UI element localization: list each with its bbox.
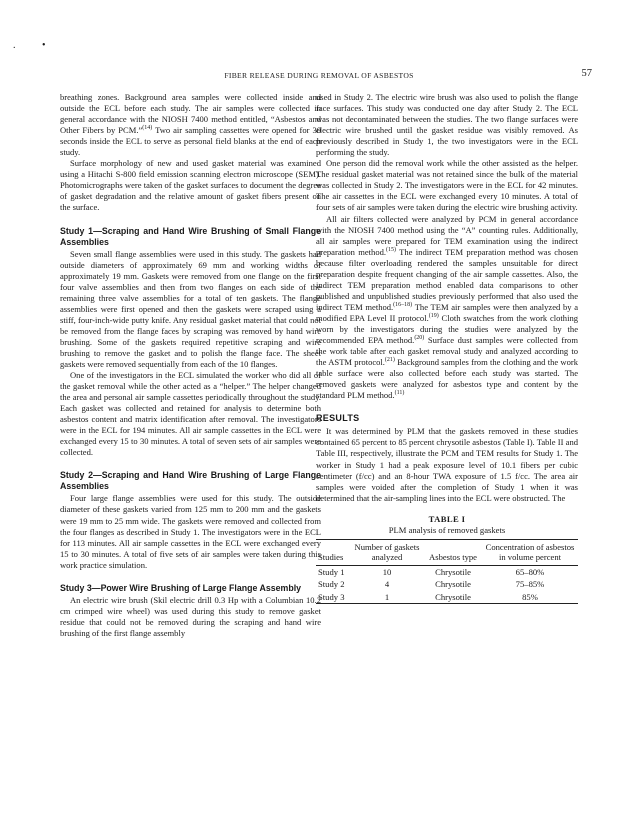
paragraph: One person did the removal work while the other assisted as the helper. The residual gasket material was not retained since the bulk of the material was collected in Study 2. The investigators were in the ECL for 42 minutes. The air cassettes in the ECL were exchanged every 10 minutes. A total of four sets of air samples were taken during the electric wire brushing activity.: [316, 158, 578, 213]
running-head: FIBER RELEASE DURING REMOVAL OF ASBESTOS: [224, 71, 414, 80]
section-heading-results: RESULTS: [316, 413, 360, 424]
table-title: PLM analysis of removed gaskets: [388, 524, 506, 535]
citation: (20): [414, 335, 425, 342]
citation: (14): [142, 125, 153, 132]
table-cell: 10: [382, 566, 392, 577]
table-header: Number of gaskets analyzed: [350, 539, 424, 565]
right-column: [316, 92, 578, 604]
left-column: [60, 92, 321, 639]
paragraph: All air filters collected were analyzed by PCM in general accordance with the NIOSH 7400 method using the “A” counting rules. Additionally, all air samples were prepared for TEM examination using the indirect preparation method.$^{(15)}$ The indirect TEM preparation method was chosen because filter overloading rendered the samples unsuitable for direct preparation despite frequent changing of the air sample cassettes. Also, the indirect TEM preparation method enabled data comparisons to other published and unpublished studies previously performed that also used the indirect TEM method.$^{(16-18)}$ The TEM air samples were then analyzed by a modified EPA Level II protocol.$^{(19)}$ Cloth swatches from the work clothing worn by the investigators during the studies were analyzed by the recommended EPA method.$^{(20)}$ Surface dust samples were collected from the work table after each gasket removal study and analyzed according to the ASTM protocol.$^{(21)}$ Background samples from the clothing and the work table surface were also collected before each study was started. The removed gaskets were analyzed for asbestos type and content by the standard PLM method.$^{(11)}$: [316, 213, 578, 401]
paragraph: It was determined by PLM that the gaskets removed in these studies contained 65 percent to 85 percent chrysotile asbestos (Table I). Table II and Table III, respectively, illustrate the PCM and TEM results for Study 1. The worker in Study 1 had a peak exposure level of 10.1 fibers per cubic centimeter (f/cc) and an 8-hour TWA exposure of 1.5 f/cc. The area air samples were voided after the completion of Study 1 when it was determined that the air-sampling lines into the ECL were obstructed. The: [316, 426, 578, 503]
stray-dot: •: [42, 40, 46, 51]
citation: (11): [394, 390, 405, 397]
table-cell: Study 3: [316, 591, 350, 604]
section-heading-study-2: Study 2—Scraping and Hand Wire Brushing of Large Flange Assemblies: [60, 470, 321, 492]
table-row: [316, 591, 578, 604]
table-row: [316, 578, 578, 591]
paragraph: One of the investigators in the ECL simulated the worker who did all of the gasket removal while the other acted as a “helper.” The helper changed the area and personal air sample cassettes periodically throughout the study. Each gasket was collected and retained for analysis to determine both asbestos content and matrix identification after removal. The investigators were in the ECL for 194 minutes. All air sample cassettes in the ECL were exchanged every 15 to 30 minutes. A total of seven sets of air samples were collected.: [60, 370, 321, 458]
plm-table: [316, 539, 578, 605]
citation: (15): [386, 246, 397, 253]
table-cell: Study 2: [318, 579, 345, 590]
table-cell: 65–80%: [515, 566, 545, 577]
table-cell: 75–85%: [515, 579, 545, 590]
paragraph: An electric wire brush (Skil electric drill 0.3 Hp with a Columbian 10.2 cm crimped wire wheel) was used during this study to remove gasket residue that could not be removed during the scraping and hand wire brushing of the first flange assembly: [60, 594, 321, 638]
table-cell: Chrysotile: [435, 566, 471, 577]
paragraph: Four large flange assemblies were used for this study. The outside diameter of these gaskets varied from 125 mm to 200 mm and the gaskets were 19 mm to 25 mm wide. The gaskets were removed and collected from the four flanges as described in Study 1. The investigators were in the ECL for 113 minutes. All air sample cassettes in the ECL were exchanged every 15 to 30 minutes. A total of five sets of air samples were taken during this work practice simulation.: [60, 493, 321, 570]
section-heading-study-3: Study 3—Power Wire Brushing of Large Flange Assembly: [60, 582, 302, 593]
table-header: Studies: [316, 539, 350, 565]
table-header: Concentration of asbestos in volume percent: [482, 539, 578, 565]
page-number: 57: [581, 68, 592, 79]
paragraph: used in Study 2. The electric wire brush was also used to polish the flange face surfaces. This study was conducted one day after Study 2. The ECL was not decontaminated between the studies. The two flange surfaces were electric wire brushed until the gasket residue was visibly removed. As previously described in Study 1, the two investigators were in the ECL performing the study.: [316, 92, 578, 158]
table-cell: 85%: [482, 591, 578, 604]
table-cell: 4: [384, 579, 390, 590]
table-cell: Study 1: [318, 566, 345, 577]
table-number: TABLE I: [428, 513, 466, 524]
paragraph: Surface morphology of new and used gasket material was examined using a Hitachi S-800 field emission scanning electron microscope (SEM). Photomicrographs were taken of the gasket surfaces to document the degree of gasket degradation and the relative amount of gasket fibers present on the surface.: [60, 158, 321, 213]
stray-mark: .: [13, 40, 16, 51]
citation: (21): [384, 357, 395, 364]
citation: (16–18): [393, 301, 413, 308]
table-cell: Chrysotile: [424, 591, 482, 604]
table-row: [316, 565, 578, 578]
paragraph: Seven small flange assemblies were used in this study. The gaskets had outside diameters of approximately 69 mm and working widths of approximately 19 mm. Gaskets were removed from one flange on the first four valve assemblies and then from two flanges on each side of the remaining three valve assemblies for a total of ten gaskets. The flange assemblies were first opened and then the gaskets were scraped using a stiff, four-inch-wide putty knife. Any residual gasket material that could not be removed from the flange faces by scraping was removed by hand wire brushing. Some of the gaskets required repetitive scraping and wire brushing to remove the gasket and to polish the flange face. The sheet gaskets were removed sequentially from each of the 10 flanges.: [60, 248, 321, 369]
table-header-row: [316, 539, 578, 565]
table-caption: [316, 514, 578, 536]
citation: (19): [428, 312, 439, 319]
table-header: Asbestos type: [424, 539, 482, 565]
section-heading-study-1: Study 1—Scraping and Hand Wire Brushing of Small Flange Assemblies: [60, 225, 321, 247]
table-cell: 1: [350, 591, 424, 604]
paragraph: breathing zones. Background area samples were collected inside and outside the ECL before each study. The air samples were collected in general accordance with the NIOSH 7400 method entitled, “Asbestos and Other Fibers by PCM.”$^{(14)}$ Two air sampling cassettes were opened for 30 seconds inside the ECL to serve as personal field blanks at the end of each study.: [60, 92, 321, 158]
table-cell: Chrysotile: [435, 579, 471, 590]
